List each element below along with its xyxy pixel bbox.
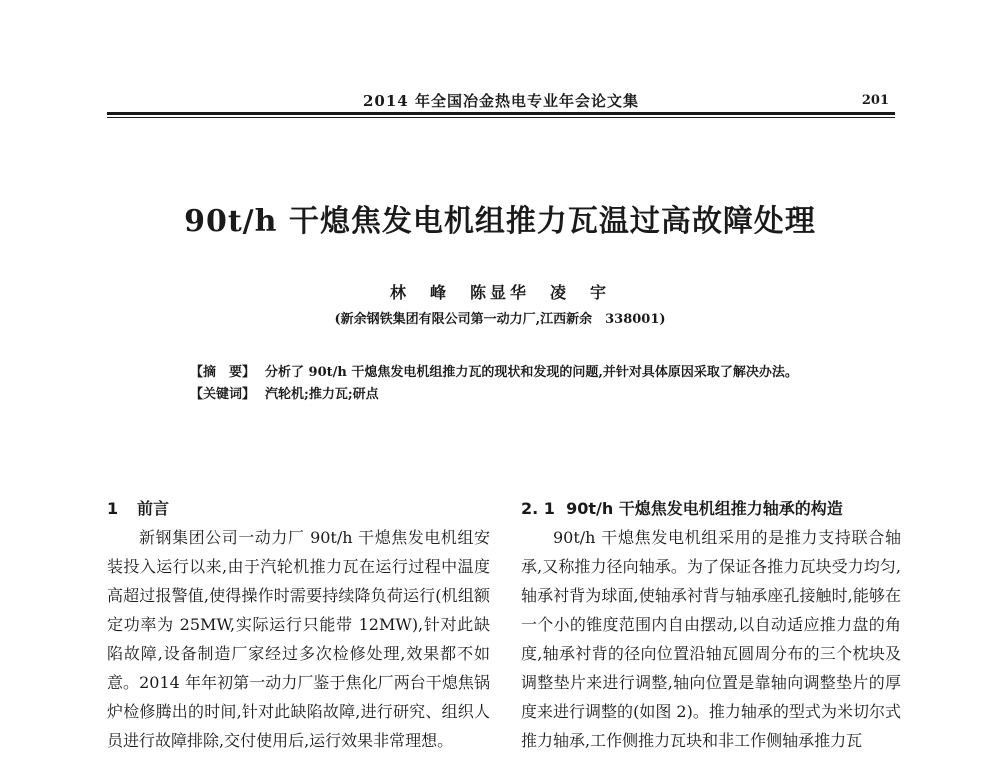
section-1-heading [107, 494, 490, 523]
running-header [107, 84, 895, 118]
section-2-1-number: 2. 1 [521, 499, 555, 518]
abstract-block [163, 362, 853, 406]
page-number: 201 [861, 93, 889, 108]
abstract [163, 362, 853, 384]
abstract-text: 分析了 90t/h 干熄焦发电机组推力瓦的现状和发现的问题,并针对具体原因采取了解决办法。 [265, 365, 798, 380]
right-column [521, 494, 901, 755]
left-column [107, 494, 490, 755]
header-rule-thick [107, 112, 895, 115]
keywords [163, 384, 853, 406]
keywords-label: 【关键词】 [190, 387, 256, 402]
abstract-label: 【摘 要】 [190, 365, 256, 380]
authors: 林 峰 陈显华 凌 宇 [389, 283, 610, 302]
header-rule-thin [107, 117, 895, 118]
section-1-title: 前言 [137, 499, 170, 518]
section-1-number: 1 [107, 499, 119, 518]
keywords-text: 汽轮机;推力瓦;研点 [265, 387, 379, 402]
section-2-1-heading [521, 494, 901, 523]
section-2-1-title: 90t/h 干熄焦发电机组推力轴承的构造 [566, 499, 843, 518]
affiliation: (新余钢铁集团有限公司第一动力厂,江西新余 338001) [334, 312, 666, 327]
section-1-body: 新钢集团公司一动力厂 90t/h 干熄焦发电机组安装投入运行以来,由于汽轮机推力瓦在运行过程中温度高超过报警值,使得操作时需要持续降负荷运行(机组额定功率为 25MW,实际运行只能带 12MW),针对此缺陷故障,设备制造厂家经过多次检修处理,效果都不如意。2014 年年初第一动力厂鉴于焦化厂两台干熄焦锅炉检修腾出的时间,针对此缺陷故障,进行研究、组织人员进行故障排除,交付使用后,运行效果非常理想。 [107, 528, 490, 750]
paper-title: 90t/h 干熄焦发电机组推力瓦温过高故障处理 [184, 204, 816, 239]
section-2-1-body: 90t/h 干熄焦发电机组采用的是推力支持联合轴承,又称推力径向轴承。为了保证各推力瓦块受力均匀,轴承衬背为球面,使轴承衬背与轴承座孔接触时,能够在一个小的锥度范围内自由摆动,以自动适应推力盘的角度,轴承衬背的径向位置沿轴瓦圆周分布的三个枕块及调整垫片来进行调整,轴向位置是靠轴向调整垫片的厚度来进行调整的(如图 2)。推力轴承的型式为米切尔式推力轴承,工作侧推力瓦块和非工作侧轴承推力瓦 [521, 528, 901, 750]
running-title: 2014 年全国冶金热电专业年会论文集 [363, 92, 639, 110]
